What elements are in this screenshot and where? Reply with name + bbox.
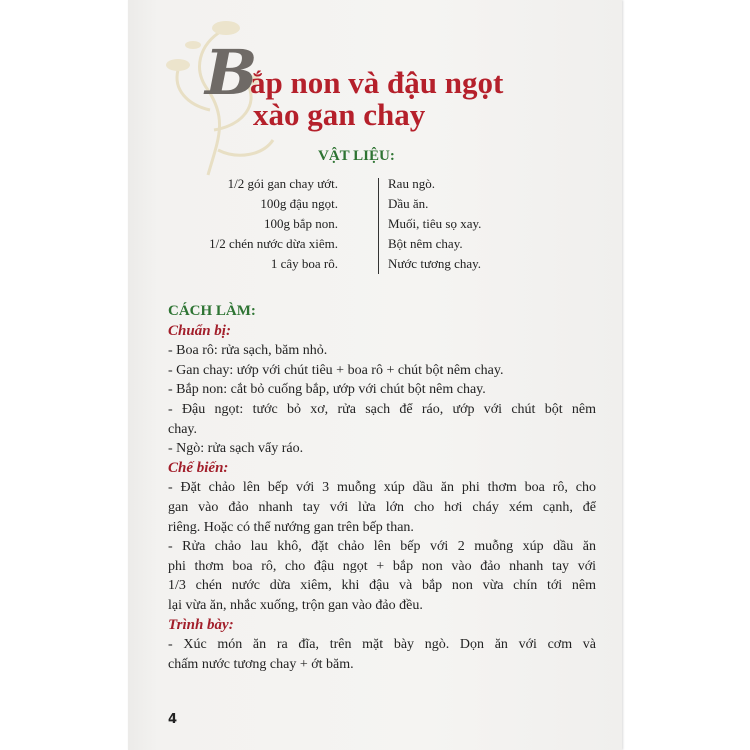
- page-number: 4: [168, 712, 178, 727]
- book-page: [128, 0, 622, 750]
- ingredient-item: 1 cây boa rô.: [270, 256, 338, 271]
- ingredient-item: Nước tương chay.: [388, 256, 482, 271]
- method-subheading: Chuẩn bị:: [168, 322, 231, 339]
- ingredients-left-column: [209, 174, 338, 274]
- instruction-line: chay.: [168, 421, 198, 437]
- recipe-title-line-2: xào gan chay: [253, 97, 426, 132]
- instruction-line: - Đậu ngọt: tước bỏ xơ, rửa sạch để ráo, ướp với chút bột nêm: [168, 401, 596, 417]
- instruction-line: phi thơm boa rô, cho đậu ngọt + bắp non vào đảo nhanh tay với: [168, 558, 596, 574]
- title-initial: B: [205, 36, 258, 109]
- ingredient-item: 1/2 gói gan chay ướt.: [227, 176, 338, 191]
- method-heading: CÁCH LÀM:: [168, 303, 256, 319]
- instruction-line: - Đặt chảo lên bếp với 3 muỗng xúp dầu ăn phi thơm boa rô, cho: [168, 480, 596, 496]
- instruction-line: gan vào đảo nhanh tay với lửa lớn cho hơi cháy xém cạnh, để: [168, 499, 596, 515]
- instruction-line: - Xúc món ăn ra đĩa, trên mặt bày ngò. Dọn ăn với cơm và: [168, 637, 596, 653]
- instruction-line: lại vừa ăn, nhắc xuống, trộn gan vào đảo đều.: [168, 597, 423, 613]
- ingredient-item: Dầu ăn.: [388, 196, 429, 211]
- ingredient-item: Rau ngò.: [388, 176, 435, 191]
- column-divider: [378, 178, 379, 274]
- method-subheading: Chế biến:: [168, 459, 229, 476]
- instruction-line: 1/3 chén nước dừa xiêm, khi đậu và bắp non vừa chín tới nêm: [168, 578, 596, 594]
- instruction-line: - Bắp non: cắt bỏ cuống bắp, ướp với chút bột nêm chay.: [168, 382, 486, 398]
- ingredient-item: Bột nêm chay.: [388, 236, 463, 251]
- instruction-line: - Boa rô: rửa sạch, băm nhỏ.: [168, 343, 328, 359]
- ingredient-item: 1/2 chén nước dừa xiêm.: [209, 236, 338, 251]
- ingredient-item: Muối, tiêu sọ xay.: [388, 216, 482, 231]
- recipe-title-line-1: ắp non và đậu ngọt: [250, 65, 504, 100]
- instruction-line: chấm nước tương chay + ớt băm.: [168, 656, 354, 672]
- instruction-line: riêng. Hoặc có thể nướng gan trên bếp than.: [168, 519, 414, 535]
- method-subheading: Trình bày:: [168, 616, 234, 633]
- instruction-line: - Rửa chảo lau khô, đặt chảo lên bếp với 2 muỗng xúp dầu ăn: [168, 539, 596, 555]
- instruction-line: - Gan chay: ướp với chút tiêu + boa rô + chút bột nêm chay.: [168, 362, 504, 378]
- ingredient-item: 100g đậu ngọt.: [260, 196, 338, 211]
- instruction-line: - Ngò: rửa sạch vẩy ráo.: [168, 441, 304, 457]
- ingredients-heading: VẬT LIỆU:: [318, 148, 395, 164]
- ingredients-right-column: [388, 174, 481, 274]
- ingredient-item: 100g bắp non.: [263, 216, 338, 231]
- method-section: [168, 302, 596, 674]
